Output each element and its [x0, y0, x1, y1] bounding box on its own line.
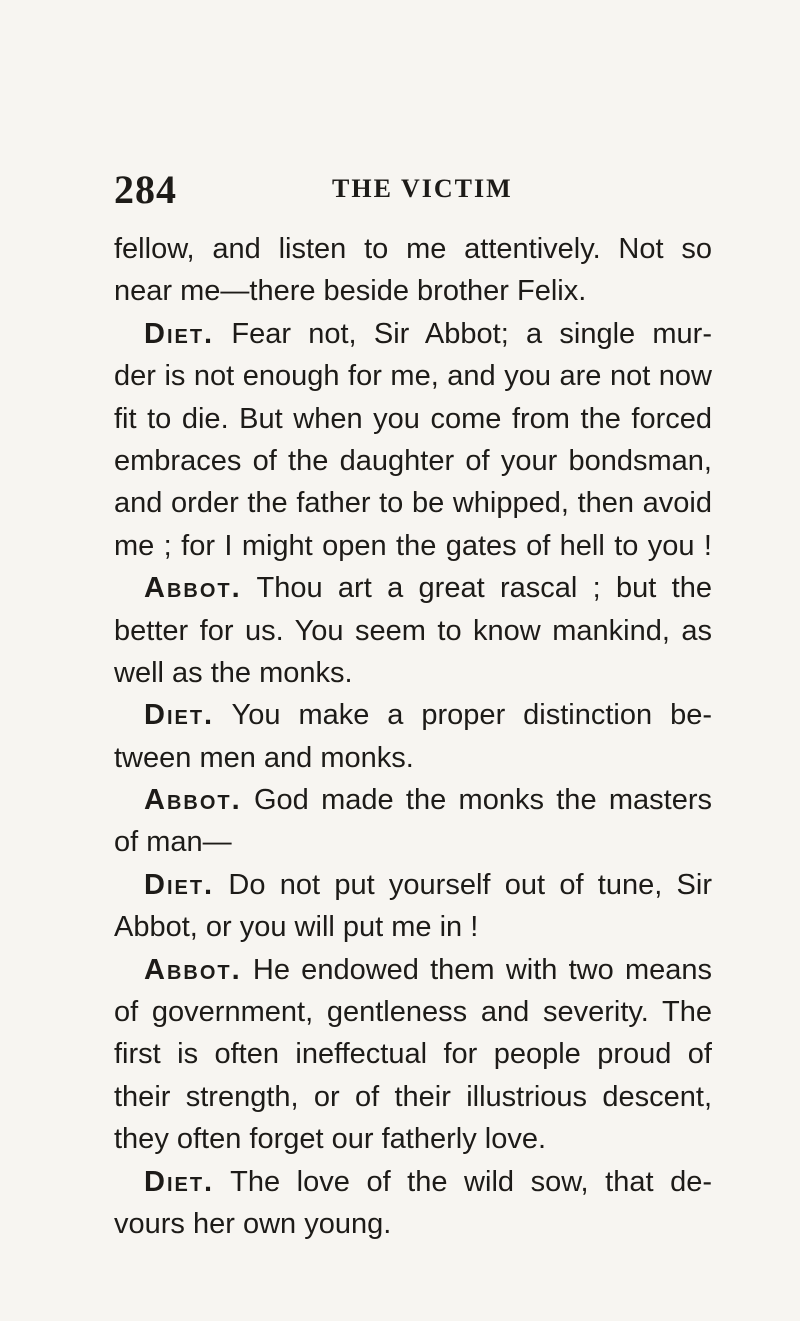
line-text: and order the father to be whipped, then avoid	[114, 487, 712, 520]
speaker-name: Diet.	[144, 317, 215, 350]
running-head: THE VICTIM	[332, 174, 513, 203]
line-text: God made the monks the masters	[241, 784, 712, 817]
text-line	[114, 991, 712, 1033]
line-text: first is often ineffectual for people proud of	[114, 1038, 712, 1071]
dialogue-line	[114, 1161, 712, 1203]
text-line	[114, 1203, 712, 1245]
dialogue-line	[114, 864, 712, 906]
speaker-name: Diet.	[144, 1165, 215, 1198]
speaker-name: Diet.	[144, 699, 215, 732]
line-text: me ; for I might open the gates of hell to you !	[114, 529, 712, 562]
text-line	[114, 1076, 712, 1118]
text-line	[114, 228, 712, 270]
dialogue-line	[114, 779, 712, 821]
line-text: tween men and monks.	[114, 741, 414, 774]
speaker-name: Abbot.	[144, 953, 242, 986]
body-text	[114, 228, 712, 1245]
line-text: Do not put yourself out of tune, Sir	[214, 868, 712, 901]
page-header	[114, 166, 710, 212]
line-text: embraces of the daughter of your bondsman,	[114, 444, 712, 477]
line-text: near me—there beside brother Felix.	[114, 275, 587, 308]
speaker-name: Diet.	[144, 868, 215, 901]
text-line	[114, 440, 712, 482]
line-text: Thou art a great rascal ; but the	[241, 572, 712, 605]
line-text: better for us. You seem to know mankind, as	[114, 614, 712, 647]
line-text: vours her own young.	[114, 1207, 392, 1240]
text-line	[114, 355, 712, 397]
text-line	[114, 482, 712, 524]
text-line	[114, 737, 712, 779]
dialogue-line	[114, 567, 712, 609]
line-text: fellow, and listen to me attentively. Not so	[114, 233, 712, 265]
dialogue-line	[114, 313, 712, 355]
line-text: Fear not, Sir Abbot; a single mur-	[214, 317, 712, 350]
text-line	[114, 906, 712, 948]
text-line	[114, 270, 712, 312]
line-text: You make a proper distinction be-	[214, 699, 712, 732]
line-text: of government, gentleness and severity. The	[114, 996, 712, 1029]
text-line	[114, 821, 712, 863]
line-text: Abbot, or you will put me in !	[114, 911, 479, 944]
text-line	[114, 398, 712, 440]
line-text: der is not enough for me, and you are not now	[114, 360, 712, 393]
line-text: He endowed them with two means	[241, 953, 712, 986]
line-text: The love of the wild sow, that de-	[214, 1165, 712, 1198]
text-line	[114, 525, 712, 567]
text-line	[114, 1118, 712, 1160]
line-text: fit to die. But when you come from the forced	[114, 402, 712, 435]
line-text: their strength, or of their illustrious descent,	[114, 1080, 712, 1113]
dialogue-line	[114, 949, 712, 991]
page-number: 284	[114, 167, 177, 212]
line-text: of man—	[114, 826, 232, 859]
dialogue-line	[114, 694, 712, 736]
text-line	[114, 610, 712, 652]
speaker-name: Abbot.	[144, 572, 242, 605]
text-line	[114, 652, 712, 694]
speaker-name: Abbot.	[144, 784, 242, 817]
line-text: they often forget our fatherly love.	[114, 1123, 547, 1156]
line-text: well as the monks.	[114, 656, 353, 689]
text-line	[114, 1033, 712, 1075]
